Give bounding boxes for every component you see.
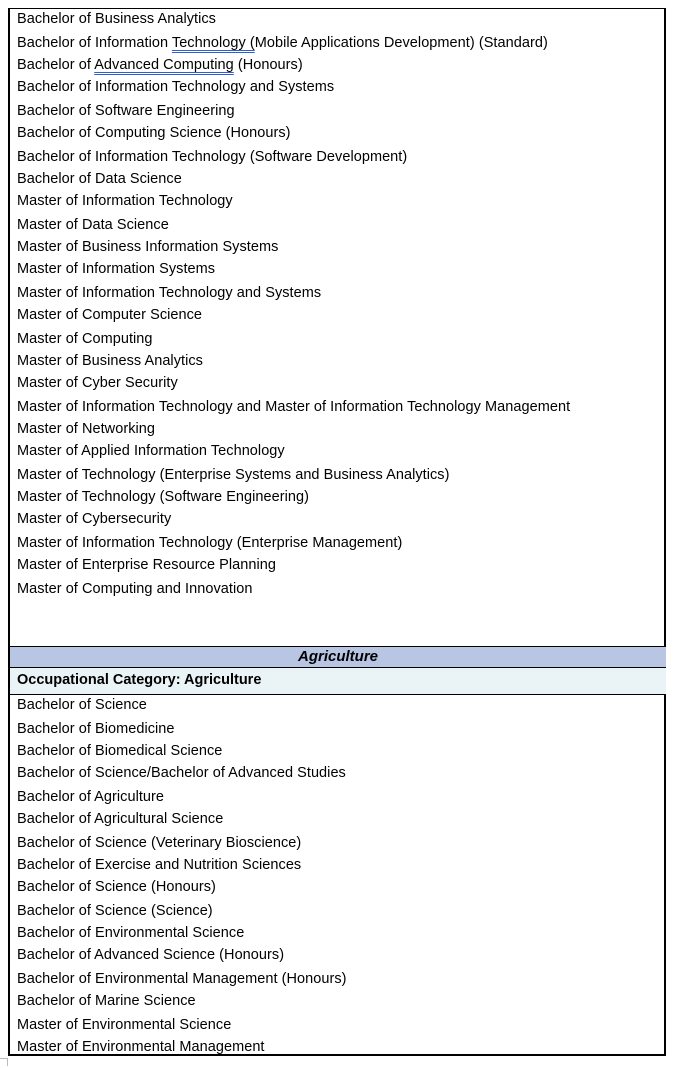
course-item: Master of Business Information Systems (17, 239, 279, 255)
course-item: Master of Information Technology and Master of Information Technology Management (17, 399, 571, 415)
course-item: Master of Information Technology (17, 193, 233, 209)
course-item: Bachelor of Biomedicine (17, 721, 175, 737)
course-item: Bachelor of Environmental Science (17, 925, 245, 941)
course-item: Bachelor of Advanced Computing (Honours) (17, 57, 303, 73)
course-item: Master of Business Analytics (17, 353, 203, 369)
course-item: Bachelor of Data Science (17, 171, 182, 187)
course-item: Master of Information Technology (Enterprise Management) (17, 535, 403, 551)
course-item: Bachelor of Science (Veterinary Bioscience) (17, 835, 302, 851)
category-title: Agriculture (297, 648, 378, 665)
course-item: Master of Computing (17, 331, 153, 347)
page-corner-mark (0, 1058, 8, 1066)
course-item: Master of Cyber Security (17, 375, 178, 391)
category-header (10, 646, 666, 668)
course-item: Bachelor of Software Engineering (17, 103, 235, 119)
occupational-category-row (10, 668, 666, 695)
occupational-category-label: Occupational Category: Agriculture (17, 672, 262, 688)
course-item: Master of Data Science (17, 217, 169, 233)
course-item: Master of Technology (Enterprise Systems and Business Analytics) (17, 467, 450, 483)
course-item: Bachelor of Agricultural Science (17, 811, 224, 827)
course-item: Bachelor of Science (Science) (17, 903, 213, 919)
course-item: Bachelor of Advanced Science (Honours) (17, 947, 285, 963)
course-item: Master of Networking (17, 421, 155, 437)
course-item: Bachelor of Information Technology (Mobile Applications Development) (Standard) (17, 35, 548, 51)
course-item: Master of Applied Information Technology (17, 443, 285, 459)
course-item: Bachelor of Computing Science (Honours) (17, 125, 291, 141)
course-item: Bachelor of Information Technology (Software Development) (17, 149, 408, 165)
course-item: Bachelor of Environmental Management (Honours) (17, 971, 347, 987)
course-item: Master of Environmental Science (17, 1017, 232, 1033)
course-item: Bachelor of Business Analytics (17, 11, 216, 27)
course-item: Master of Computer Science (17, 307, 203, 323)
course-item: Bachelor of Science (17, 697, 147, 713)
course-item: Bachelor of Exercise and Nutrition Sciences (17, 857, 302, 873)
spellcheck-underline: Advanced Computing (94, 57, 234, 73)
course-item: Bachelor of Biomedical Science (17, 743, 223, 759)
spellcheck-underline: Technology ( (171, 35, 255, 51)
course-item: Master of Technology (Software Engineering) (17, 489, 310, 505)
course-item: Bachelor of Marine Science (17, 993, 196, 1009)
course-item: Bachelor of Science (Honours) (17, 879, 216, 895)
course-item: Master of Environmental Management (17, 1039, 265, 1055)
course-item: Master of Information Technology and Systems (17, 285, 322, 301)
course-item: Bachelor of Science/Bachelor of Advanced Studies (17, 765, 346, 781)
course-item: Bachelor of Information Technology and Systems (17, 79, 335, 95)
course-item: Master of Computing and Innovation (17, 581, 253, 597)
course-item: Master of Information Systems (17, 261, 216, 277)
course-item: Master of Cybersecurity (17, 511, 172, 527)
course-item: Master of Enterprise Resource Planning (17, 557, 276, 573)
course-item: Bachelor of Agriculture (17, 789, 165, 805)
